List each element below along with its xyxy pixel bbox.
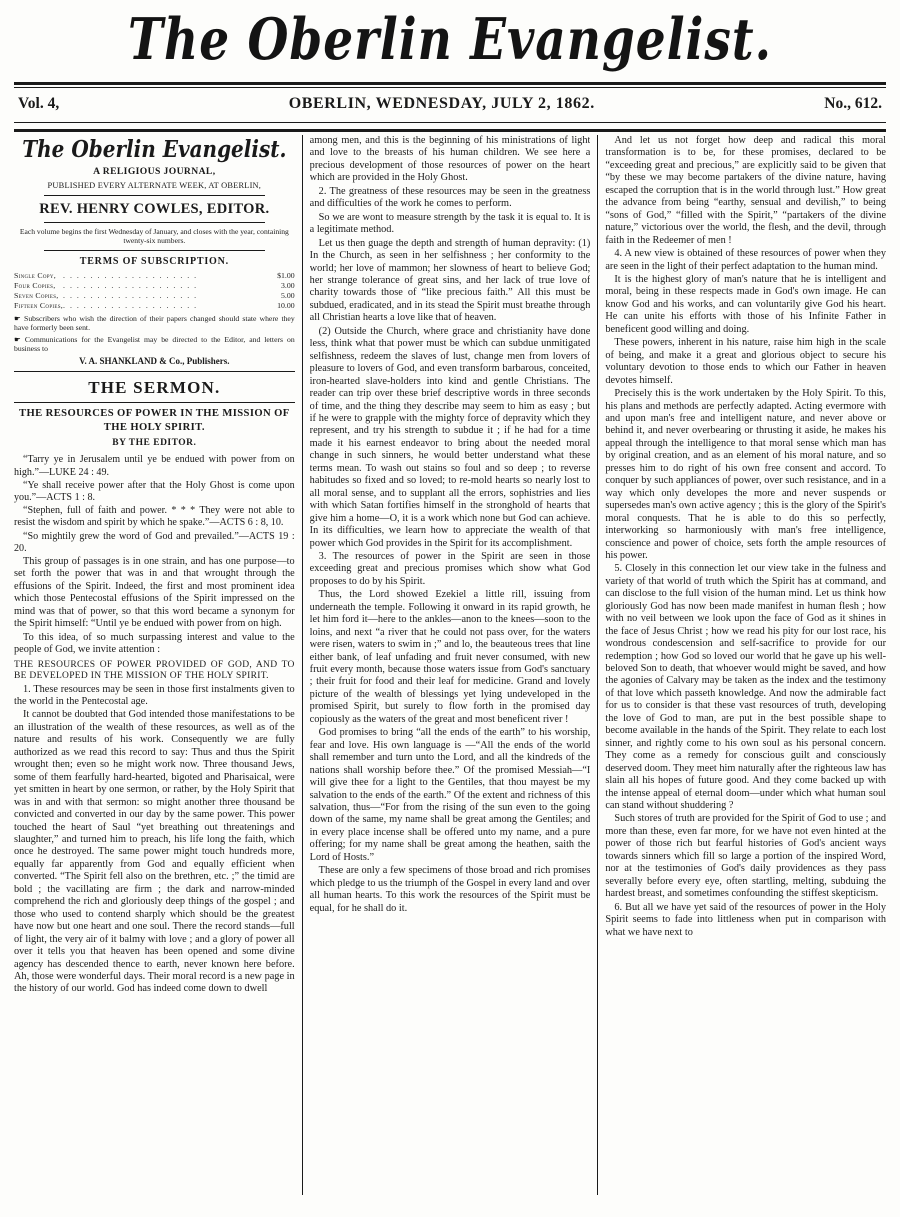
communications-note-text: Communications for the Evangelist may be directed to the Editor, and letters on business to <box>14 334 295 353</box>
masthead-rule-thick <box>14 82 886 85</box>
body-paragraph: This group of passages is in one strain, and has one purpose—to set forth the power that was in and that wrought through the effusions of the Spirit. Indeed, the first and most prominent idea which those Pentecostal effusions of the Spirit impressed on the mind was that of power, so that this word became a synonym for the Spirit himself: “Until ye be endued with power from on high. <box>14 555 295 630</box>
nameplate-divider-2 <box>44 222 265 223</box>
body-paragraph: God promises to bring “all the ends of the earth” to his worship, fear and love. His own language is —“All the ends of the world shall remember and turn unto the Lord, and all the kindreds of the nations shall worship before thee.” Of the promised Messiah—“I will give thee for a light to the Gentiles, that thou mayest be my salvation to the ends of the earth.” Of the extent and richness of this salvation, thus—“For from the rising of the sun even to the going down of the same, my name shall be great among the Gentiles; and in every place incense shall be offered unto my name, and a pure offering; for my name shall be great among the heathen, saith the Lord of Hosts.” <box>309 727 591 863</box>
body-paragraph: 5. Closely in this connection let our view take in the fulness and variety of that world of truth which the Spirit has at command, and can disclose to the full vision of the human mind. Let us think how gloriously God has now been made manifest in human flesh ; how with no veil between we look upon the face of God as it shines in the face of Jesus Christ ; how we read his pity for our lost race, his wondrous condescension and self-sacrifice to provide for our redemption ; how God so loved our world that he gave up his well-beloved Son to death, that whoever would might be saved, and how the agonies of Calvary may be taken as the index and the testimony of that love which passeth knowledge. And now the admirable fact for us to consider is that these vast resources of truth, developing the love of God to man, are put in the best possible shape to become available in the hands of the Spirit. They relate to each lost sinner, and rightly come to his own soul as his personal concern. They come as a remedy for conscious guilt and consciously deserved doom. They meet him naturally after the righteous law has slain all his hopes of future good. And they come backed up with the intense appeal of eternal doom—under which what human soul can stand without shuddering ? <box>605 563 887 812</box>
body-paragraph: It cannot be doubted that God intended those manifestations to be an illustration of the wealth of these resources, as well as of the nature and results of his work. Consequently we are fully authorized as we read this record to say: Thus and thus the Spirit wrought then; even so he might work now. Three thousand Jews, some of them fearfully hard-hearted, bigoted and Pharisaical, were yet smitten in heart by one sermon, or rather, by the Holy Spirit that was in and with that sermon: so might another three thousand be convicted and converted in our day by the same power. This power touched the heart of Saul “yet breathing out threatenings and slaughter,” and turned him to preach, his life long the faith, which once he destroyed. The same power might touch hundreds more, equally far apparently from God and equally efficient when converted. “The Spirit fell also on the brethren, etc. ;” the timid are bold ; the vacillating are firm ; the dark and narrow-minded comprehend the rich and gloriously deep things of the gospel ; and those who used to contend sharply which should be the greatest have now but one heart and one soul. There the record stands—full of light, the very air of it balmy with love ; and a glory of power all over it tells you that heaven has been opened and some divine agency has descended thence to earth, never known here before. Ah, those were wonderful days. Their moral record is a new page in the history of our world. God has indeed come down to dwell <box>14 709 295 995</box>
table-row <box>14 271 295 281</box>
issue-number-label: No., 612. <box>824 95 882 112</box>
epigraph: “Ye shall receive power after that the Holy Ghost is come upon you.”—ACTS 1 : 8. <box>14 479 295 503</box>
body-paragraph: Thus, the Lord showed Ezekiel a little rill, issuing from underneath the temple. Following it onward in its rapid growth, he let him ford it—here to the ankles—anon to the knees—soon to the loins, and next “a river that he could not pass over, for the waters were risen, waters to swim in ;” and lo, the beauteous trees that line either bank, of leaf unfading and fruit never consumed, with new fruit every month, because those waters issue from God's sanctuary ; their fruit for food and their leaf for medicine. Grand and lovely picture of the wealth of blessings yet lying undeveloped in the promised Spirit, but surely to flow forth in the promised day copiously as the waters of the great and most beneficent river ! <box>309 589 591 725</box>
subscriber-note-text: Subscribers who wish the direction of their papers changed should state where they have formerly been sent. <box>14 313 295 332</box>
journal-subtitle: A RELIGIOUS JOURNAL, <box>93 166 216 177</box>
body-paragraph: So we are wont to measure strength by the task it is equal to. It is a legitimate method. <box>309 211 591 236</box>
terms-amount: 3.00 <box>281 280 295 290</box>
body-paragraph: To this idea, of so much surpassing interest and value to the people of God, we invite attention : <box>14 631 295 656</box>
terms-label: Seven Copies, <box>14 290 59 300</box>
columns-container <box>14 135 886 1195</box>
byline: BY THE EDITOR. <box>112 437 197 448</box>
column-rule <box>597 135 598 1195</box>
communications-note <box>14 335 295 353</box>
journal-editor: REV. HENRY COWLES, EDITOR. <box>39 200 270 217</box>
body-paragraph: 6. But all we have yet said of the resources of power in the Holy Spirit seems to fade into littleness when put in comparison with what we have next to <box>605 901 887 938</box>
body-paragraph: It is the highest glory of man's nature that he is intelligent and moral, being in these respects made in God's own image. He can know God and his works, and can voluntarily give God his heart. He can unite his efforts with those of his Infinite Father in beneficent good willing and doing. <box>605 273 887 335</box>
pointing-hand-icon: ☛ <box>14 334 21 344</box>
volume-label: Vol. 4, <box>18 95 60 112</box>
body-paragraph: 4. A new view is obtained of these resources of power when they are seen in the light of their perfect adaptation to the human mind. <box>605 248 887 272</box>
column-1 <box>14 135 295 1195</box>
nameplate-divider-1 <box>44 195 265 196</box>
terms-leader: . . . . . . . . . . . . . . . . . . . . <box>63 270 198 280</box>
body-paragraph: These powers, inherent in his nature, raise him high in the scale of being, and make it a great and glorious object to secure his voluntary devotion to those ends to which our Father in heaven devotes himself. <box>605 337 887 386</box>
body-paragraph: And let us not forget how deep and radical this moral transformation is to be, for these promises, declared to be “exceeding great and precious,” are explicitly said to be given that “by these we may become partakers of the divine nature, having escaped the corruption that is in the world through lust.” How great the advance from being “earthy, sensual and devilish,” to being “sons of God,” “filled with the Spirit,” “partakers of the divine nature,” victorious over the world, the flesh, and the devil, through faith in the Redeemer of men ! <box>605 135 887 246</box>
terms-table <box>14 271 295 311</box>
sermon-divider <box>14 402 295 403</box>
journal-publication-line: PUBLISHED EVERY ALTERNATE WEEK, AT OBERLIN, <box>47 180 262 190</box>
body-paragraph: Let us then guage the depth and strength of human depravity: (1) In the Church, as seen in her selfishness ; her conformity to the world; her love of mammon; her slowness of heart to believe God; her strange tolerance of great sins, and her lack of true love of charity towards those of “like precious faith.” All this must be subdued, eradicated, and in its stead the Spirit must breathe through all Christian hearts a love like that of heaven. <box>309 237 591 324</box>
volume-note: Each volume begins the first Wednesday of January, and closes with the year, containing twenty-six numbers. <box>19 227 289 246</box>
table-row <box>14 291 295 301</box>
body-paragraph: Precisely this is the work undertaken by the Holy Spirit. To this, his plans and methods are perfectly adapted. Acting evermore with and upon man's free and intelligent nature, and never above or behind it, and never overbearing or thrusting it aside, he makes his appeal through the intelligence to that moral sense which man has by original creation, and as an element of his moral nature, and so presses him to do right of his own free consent and accord. To conquer by such appliances of power, over such resistance, and in a way which only developes the more and never suspends or supersedes man's own active agency ; this is the glory of the Spirit's moral conquests. That he is able to do this so perfectly, interworking so harmoniously with man's free intelligence, conscience and power of choice, sets forth the ample resources of his power. <box>605 388 887 561</box>
table-row <box>14 301 295 311</box>
terms-label: Four Copies, <box>14 280 56 290</box>
epigraph: “So mightily grew the word of God and prevailed.”—ACTS 19 : 20. <box>14 530 295 554</box>
epigraph: “Tarry ye in Jerusalem until ye be endued with power from on high.”—LUKE 24 : 49. <box>14 454 295 478</box>
body-paragraph: (2) Outside the Church, where grace and christianity have done less, think what that power must be which can subdue unmitigated selfishness, redeem the slaves of lust, change men from lovers of pleasure to lovers of God, and even transform barbarous, conceited, iron-hearted slave-holders into kind and gentle Christians. The reader can trip over these brief descriptive words in three seconds of time, and the thing they describe may seem to him as easy ; but if he were to grapple with the mighty force of depravity which they represent, and try his strength to subdue it ; if he had for a time made it his earnest endeavor to bring about the needed moral change in such sinners, he would better understand what these terms mean. To wash out stains so foul and so deep ; to reverse habitudes so fixed and so loved; to re-mold hearts so nearly lost to all moral sense, and to supplant all the errors, sophistries and lies with which Satan fortifies himself in the stronghold of hearts that give him a home—O, it is a work which none but God can achieve. In its difficulties, we learn how to appreciate the wealth of that power which God provides in the Spirit for its accomplishment. <box>309 325 591 549</box>
issue-line <box>14 88 886 120</box>
section-heading: THE SERMON. <box>88 377 221 397</box>
body-paragraph: 3. The resources of power in the Spirit are seen in those exceeding great and precious promises which show what God proposes to do by his Spirit. <box>309 550 591 587</box>
terms-label: Fifteen Copies, <box>14 300 64 310</box>
issue-rule-thin <box>14 122 886 123</box>
column-3 <box>605 135 886 1195</box>
terms-label: Single Copy, <box>14 270 57 280</box>
place-date-label: OBERLIN, WEDNESDAY, JULY 2, 1862. <box>288 95 595 112</box>
nameplate-divider-4 <box>14 371 295 372</box>
terms-leader: . . . . . . . . . . . . . . . . . . . . <box>63 300 198 310</box>
epigraph: “Stephen, full of faith and power. * * * They were not able to resist the wisdom and spirit by which he spake.”—ACTS 6 : 8, 10. <box>14 505 295 529</box>
nameplate-divider-3 <box>44 250 265 251</box>
issue-rule-thick <box>14 129 886 132</box>
terms-amount: 5.00 <box>281 290 295 300</box>
body-subheading: THE RESOURCES OF POWER PROVIDED OF GOD, AND TO BE DEVELOPED IN THE MISSION OF THE HOLY SPIRIT. <box>14 659 295 682</box>
terms-leader: . . . . . . . . . . . . . . . . . . . . <box>63 290 198 300</box>
subscriber-note <box>14 314 295 332</box>
page-title: THE RESOURCES OF POWER IN THE MISSION OF THE HOLY SPIRIT. <box>19 408 290 433</box>
masthead-box <box>14 135 295 163</box>
masthead <box>14 4 886 76</box>
body-paragraph: Such stores of truth are provided for the Spirit of God to use ; and more than these, even far more, for we have not even hinted at the power of those rich but fearful histories of God's ancient ways towards sinners which fill so large a portion of the inspired Word, nor at the testimonies of God's daily providences as they pass severally before every eye, often startling, melting, subduing the hardest breast, and sometimes confounding the stiffest skepticism. <box>605 813 887 900</box>
masthead-title: The Oberlin Evangelist. <box>128 6 772 74</box>
publisher-line: V. A. SHANKLAND & Co., Publishers. <box>79 355 230 366</box>
table-row <box>14 281 295 291</box>
terms-title: TERMS OF SUBSCRIPTION. <box>79 255 229 267</box>
body-paragraph: 2. The greatness of these resources may be seen in the greatness and difficulties of the work he comes to perform. <box>309 185 591 210</box>
terms-amount: $1.00 <box>277 270 295 280</box>
column-2 <box>310 135 591 1195</box>
column-rule <box>302 135 303 1195</box>
journal-nameplate: The Oberlin Evangelist. <box>22 135 287 163</box>
body-paragraph: These are only a few specimens of those broad and rich promises which pledge to us the triumph of the Gospel in every land and over all human hearts. To this work the resources of the Spirit must be equal, for he shall do it. <box>309 865 591 914</box>
body-paragraph: among men, and this is the beginning of his ministrations of light and love to the breasts of his human children. We see here a precious development of those resources of power on the heart which are provided in the Holy Ghost. <box>309 135 591 184</box>
terms-amount: 10.00 <box>277 300 295 310</box>
pointing-hand-icon: ☛ <box>14 313 21 323</box>
body-paragraph: 1. These resources may be seen in those first instalments given to the world in the Pentecostal age. <box>14 683 295 708</box>
terms-leader: . . . . . . . . . . . . . . . . . . . . <box>63 280 198 290</box>
